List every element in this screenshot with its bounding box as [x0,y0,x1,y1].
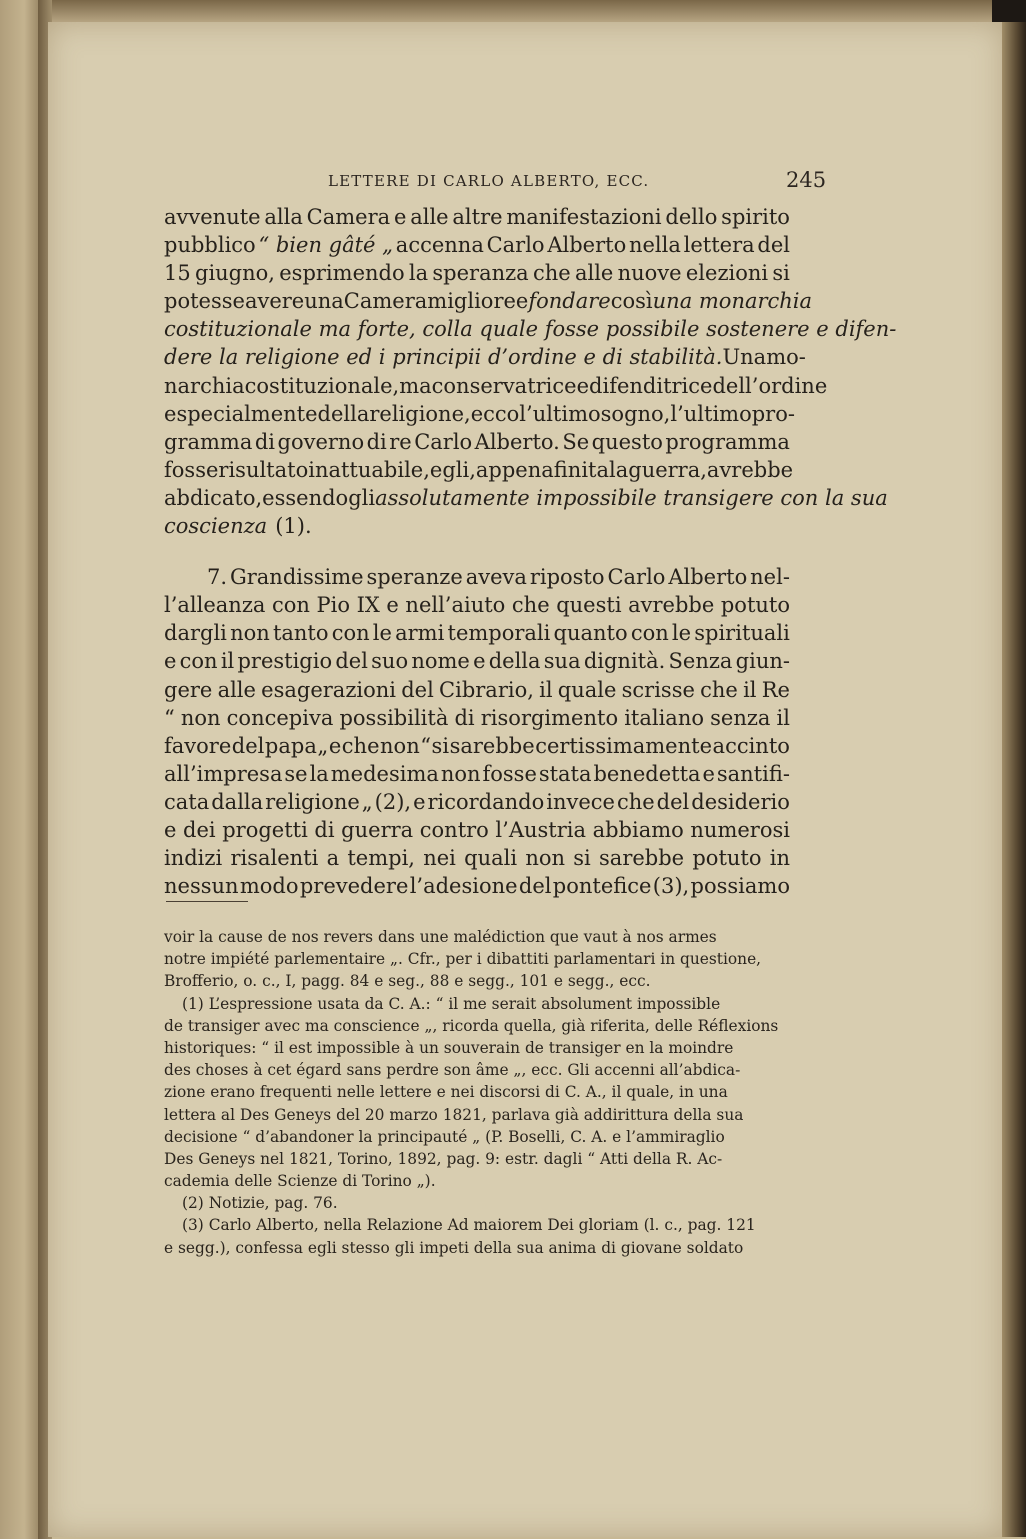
footnote-line: des choses à cet égard sans perdre son âme „, ecc. Gli accenni all’abdica- [164,1061,741,1080]
footnote-line: lettera al Des Geneys del 20 marzo 1821, parlava già addirittura della sua [164,1105,744,1124]
footnote-line: notre impiété parlementaire „. Cfr., per i dibattiti parlamentari in questione, [164,950,762,969]
footnote-line: Des Geneys nel 1821, Torino, 1892, pag. 9: estr. dagli “ Atti della R. Ac- [164,1149,723,1168]
page-fore-edge [1002,22,1026,1537]
footnote-line: (1) L’espressione usata da C. A.: “ il me serait absolument impossible [182,994,721,1013]
dark-corner [992,0,1026,22]
text-line: coscienza (1). [164,514,312,539]
top-binding-edge [0,0,1026,22]
footnote-rule [166,901,248,902]
text-line: dargli non tanto con le armi temporali quanto con le spirituali [164,621,790,646]
page-header [316,168,836,194]
footnote-line: historiques: “ il est impossible à un souverain de transiger en la moindre [164,1038,734,1057]
text-line: nessun modo prevedere l’adesione del pontefice (3), possiamo [164,874,790,899]
text-line: gere alle esagerazioni del Cibrario, il quale scrisse che il Re [164,677,790,702]
text-line: 15 giugno, esprimendo la speranza che alle nuove elezioni si [164,261,790,286]
footnote-line: decisione “ d’abandoner la principauté „ (P. Boselli, C. A. e l’ammiraglio [164,1127,725,1146]
footnote-line: zione erano frequenti nelle lettere e nei discorsi di C. A., il quale, in una [164,1083,728,1102]
footnote-line: (2) Notizie, pag. 76. [182,1194,338,1213]
text-line: potesse avere una Camera migliore e fondare così una monarchia [164,289,813,314]
text-line: cata dalla religione „ (2), e ricordando invece che del desiderio [164,789,790,814]
running-head: LETTERE DI CARLO ALBERTO, ECC. [328,172,650,190]
text-line: pubblico “ bien gâté „ accenna Carlo Alberto nella lettera del [164,233,790,258]
text-line: narchia costituzionale, ma conservatrice e difenditrice dell’ordine [164,373,828,398]
text-line: e con il prestigio del suo nome e della sua dignità. Senza giun- [164,649,790,674]
text-line: indizi risalenti a tempi, nei quali non si sarebbe potuto in [164,846,790,871]
footnote-line: Brofferio, o. c., I, pagg. 84 e seg., 88 e segg., 101 e segg., ecc. [164,972,651,991]
footnote-line: cademia delle Scienze di Torino „). [164,1172,436,1191]
text-line: gramma di governo di re Carlo Alberto. Se questo programma [164,429,790,454]
footnote-line: de transiger avec ma conscience „, ricorda quella, già riferita, delle Réflexions [164,1016,779,1035]
footnote-line: (3) Carlo Alberto, nella Relazione Ad maiorem Dei gloriam (l. c., pag. 121 [182,1216,756,1235]
body-text [164,203,897,900]
text-line: dere la religione ed i principii d’ordine e di stabilità. Una mo- [164,345,806,370]
text-line: costituzionale ma forte, colla quale fosse possibile sostenere e difen- [164,317,897,342]
footnote-line: e segg.), confessa egli stesso gli impeti della sua anima di giovane soldato [164,1238,744,1257]
text-line: fosse risultato inattuabile, egli, appena finita la guerra, avrebbe [164,457,794,482]
text-line: favore del papa „ e che non “ si sarebbe certissimamente accinto [164,733,790,758]
text-line: “ non concepiva possibilità di risorgimento italiano senza il [164,705,790,730]
text-line: 7. Grandissime speranze aveva riposto Carlo Alberto nel- [207,565,790,590]
text-line: all’impresa se la medesima non fosse stata benedetta e santifi- [164,761,790,786]
footnote-line: voir la cause de nos revers dans une malédiction que vaut à nos armes [164,928,717,946]
text-line: abdicato, essendogli assolutamente impossibile transigere con la sua [164,485,888,510]
page-number: 245 [786,168,827,192]
footnotes [164,926,794,1259]
text-line: l’alleanza con Pio IX e nell’aiuto che questi avrebbe potuto [164,593,790,618]
text-line: e dei progetti di guerra contro l’Austria abbiamo numerosi [164,817,790,842]
text-line: e specialmente della religione, ecco l’ultimo sogno, l’ultimo pro- [164,401,795,426]
text-line: avvenute alla Camera e alle altre manifestazioni dello spirito [164,205,790,229]
